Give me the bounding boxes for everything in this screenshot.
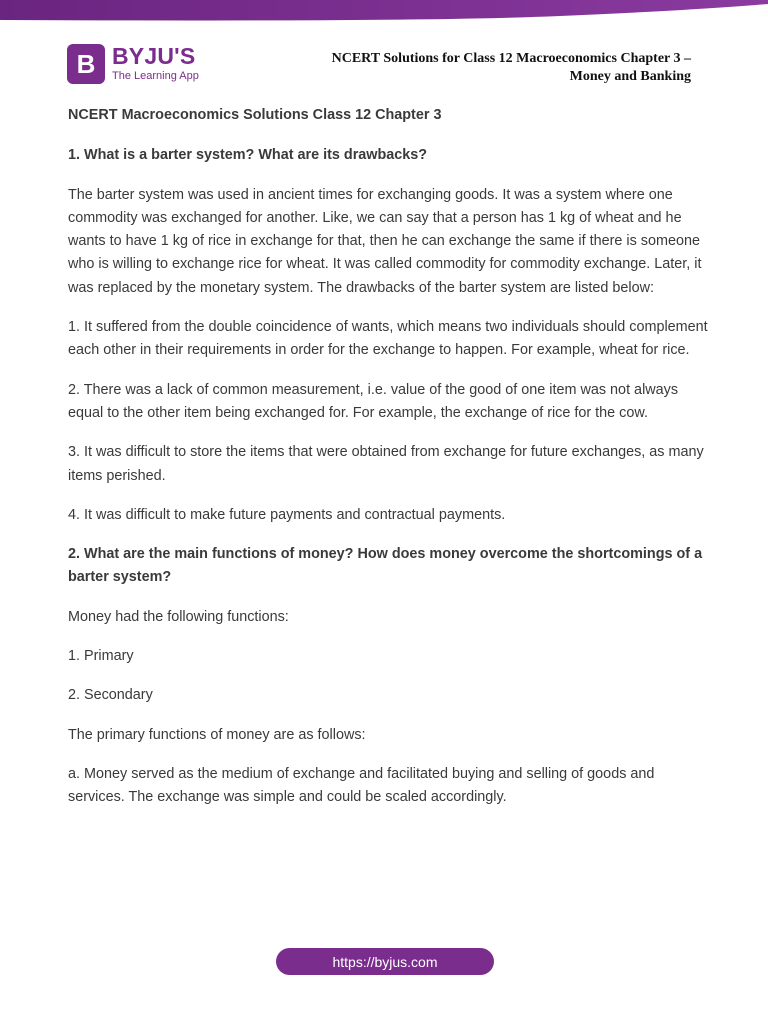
document-title (271, 50, 691, 86)
byjus-logo (67, 44, 207, 86)
top-decorative-band (0, 0, 768, 26)
logo-name: BYJU'S (112, 43, 196, 69)
section-heading: NCERT Macroeconomics Solutions Class 12 Chapter 3 (68, 107, 442, 123)
drawback-3: 3. It was difficult to store the items that were obtained from exchange for future exchanges, as many items perished. (68, 444, 704, 484)
footer-url-link[interactable]: https://byjus.com (276, 948, 494, 975)
drawback-1: 1. It suffered from the double coincidence of wants, which means two individuals should complement each other in their requirements in order for the exchange to happen. For example, wheat for rice. (68, 319, 708, 359)
document-title-line2: Money and Banking (569, 69, 691, 84)
drawback-4: 4. It was difficult to make future payments and contractual payments. (68, 506, 506, 523)
question-2: 2. What are the main functions of money? How does money overcome the shortcomings of a barter system? (68, 546, 703, 586)
logo-tagline: The Learning App (112, 70, 199, 82)
question-1: 1. What is a barter system? What are its drawbacks? (68, 147, 428, 164)
function-item-secondary: 2. Secondary (68, 687, 153, 704)
document-body (68, 104, 708, 826)
answer-paragraph: Money had the following functions: (68, 608, 289, 625)
document-title-line1: NCERT Solutions for Class 12 Macroeconomics Chapter 3 – (331, 51, 691, 66)
answer-paragraph: The barter system was used in ancient times for exchanging goods. It was a system where one commodity was exchanged for another. Like, we can say that a person has 1 kg of wheat and he wants to have 1 kg of rice in exchange for that, then he can exchange the same if there is someone who is willing to exchange rice for wheat. It was called commodity for commodity exchange. Later, it was replaced by the monetary system. The drawbacks of the barter system are listed below: (68, 186, 702, 296)
drawback-2: 2. There was a lack of common measurement, i.e. value of the good of one item was not always equal to the other item being exchanged for. For example, the exchange of rice for the cow. (68, 381, 679, 421)
answer-paragraph: The primary functions of money are as follows: (68, 726, 366, 743)
logo-mark: B (67, 44, 105, 84)
function-item-primary: 1. Primary (68, 648, 134, 665)
primary-function-a: a. Money served as the medium of exchange and facilitated buying and selling of goods and services. The exchange was simple and could be scaled accordingly. (68, 765, 655, 806)
